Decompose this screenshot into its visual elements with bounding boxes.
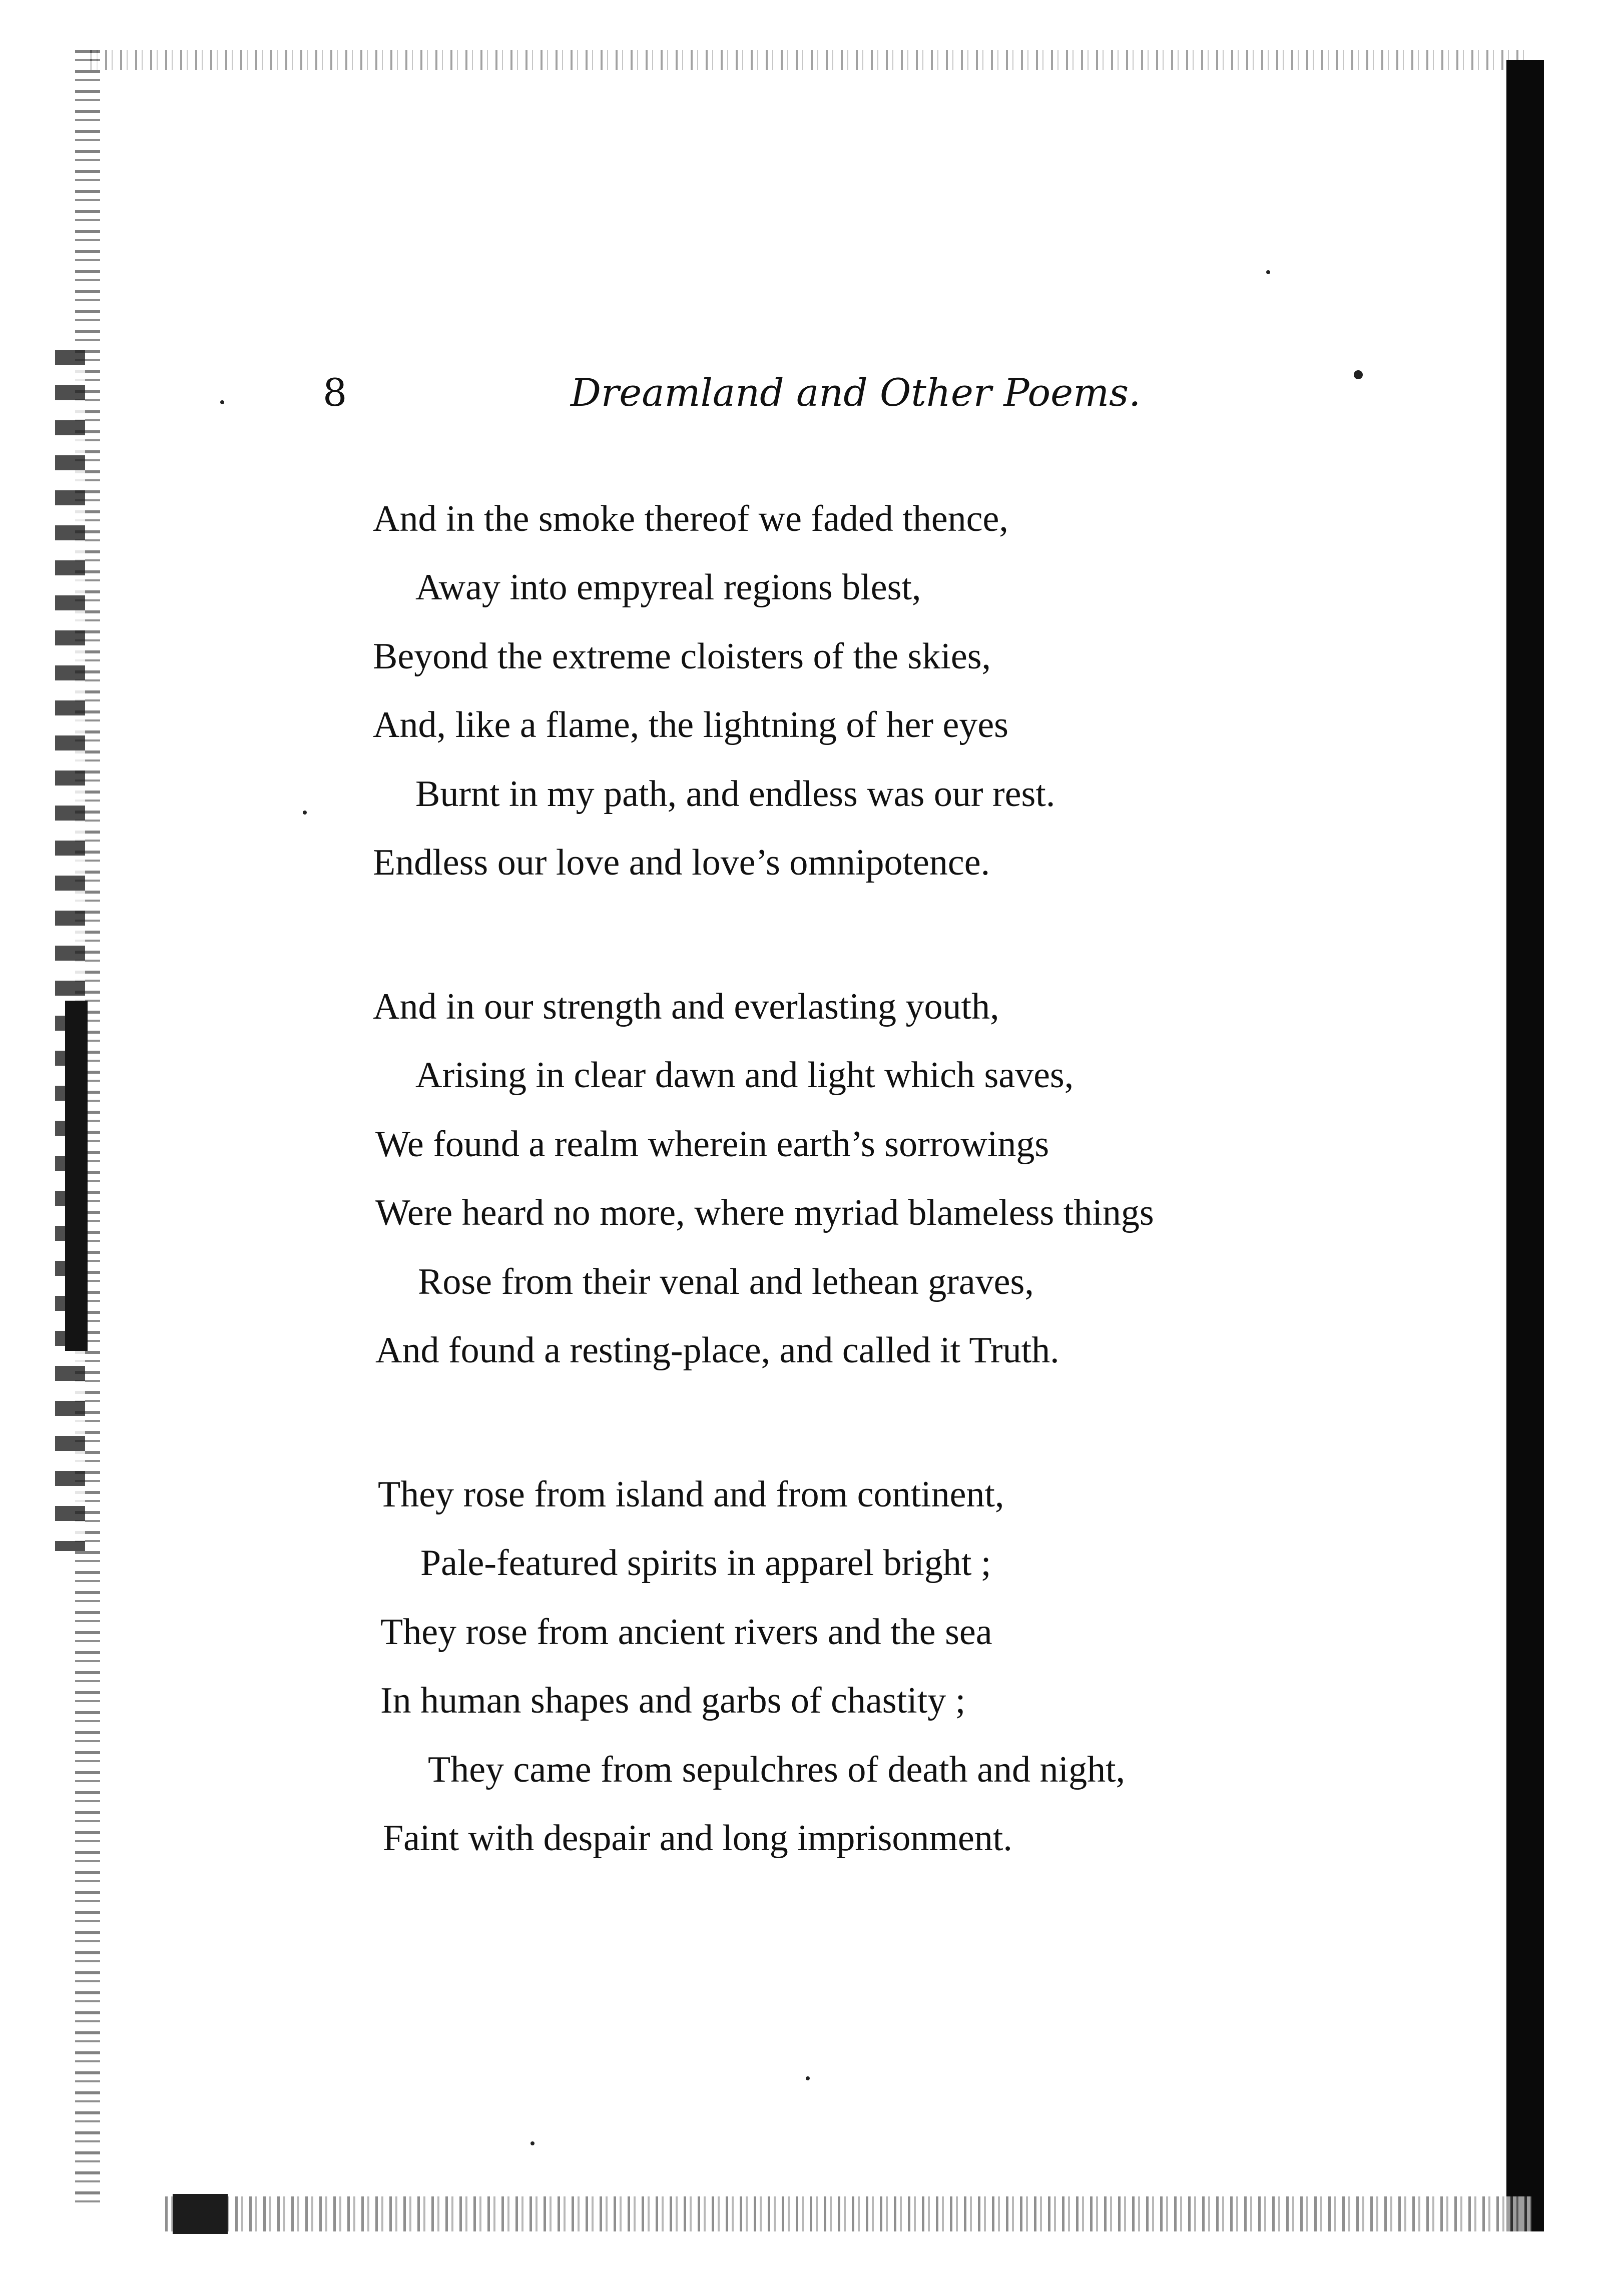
ink-speck [530, 2141, 535, 2145]
poem-line: Pale-featured spirits in apparel bright ; [420, 1543, 991, 1584]
poem-line: Endless our love and love’s omnipotence. [373, 842, 990, 883]
poem-line: Rose from their venal and lethean graves, [418, 1261, 1034, 1302]
poem-line: They rose from ancient rivers and the sea [380, 1612, 992, 1653]
ink-speck [1354, 370, 1363, 379]
poem-line: Away into empyreal regions blest, [415, 567, 921, 608]
page-bottom-edge [165, 2196, 1531, 2231]
page-top-edge [90, 50, 1526, 70]
poem-line: They rose from island and from continent, [378, 1474, 1004, 1515]
binding-shadow [65, 1001, 88, 1351]
binding-marks [55, 350, 85, 1551]
poem-line: We found a realm wherein earth’s sorrowings [375, 1124, 1049, 1165]
page-right-shadow [1506, 60, 1544, 2231]
ink-speck [303, 811, 307, 815]
running-title: Dreamland and Other Poems. [571, 370, 1141, 415]
poem-line: Arising in clear dawn and light which saves, [415, 1055, 1074, 1096]
poem-line: And, like a flame, the lightning of her eyes [373, 704, 1008, 745]
poem-line: Were heard no more, where myriad blameless things [375, 1192, 1154, 1233]
poem-line: And found a resting-place, and called it Truth. [375, 1330, 1059, 1371]
poem-line: In human shapes and garbs of chastity ; [380, 1680, 966, 1721]
poem-line: Beyond the extreme cloisters of the skies, [373, 636, 991, 677]
poem-line: They came from sepulchres of death and night, [428, 1749, 1126, 1790]
page-number: 8 [323, 370, 347, 415]
ink-speck [1266, 270, 1270, 274]
ink-speck [220, 400, 224, 404]
ink-speck [806, 2076, 810, 2080]
corner-shadow [173, 2194, 228, 2234]
poem-line: And in our strength and everlasting youth, [373, 986, 999, 1027]
poem-line: Faint with despair and long imprisonment. [383, 1818, 1012, 1859]
poem-line: And in the smoke thereof we faded thence, [373, 498, 1008, 539]
poem-line: Burnt in my path, and endless was our rest. [415, 774, 1055, 815]
